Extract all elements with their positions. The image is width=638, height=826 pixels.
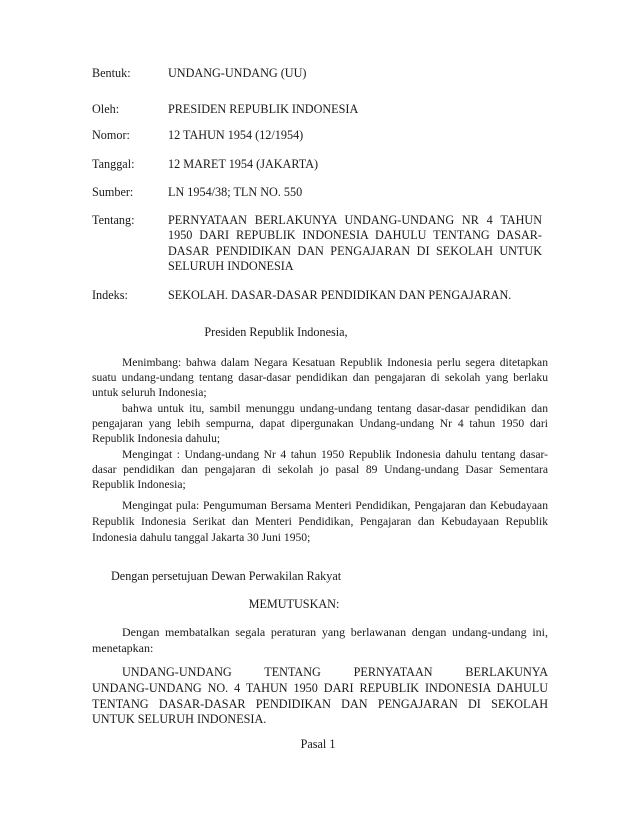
meta-label: Bentuk: xyxy=(92,66,131,80)
meta-value: 12 TAHUN 1954 (12/1954) xyxy=(168,128,304,142)
meta-label: Nomor: xyxy=(92,128,130,142)
meta-value: UNDANG-UNDANG (UU) xyxy=(168,66,307,80)
meta-value: PERNYATAAN BERLAKUNYA UNDANG-UNDANG NR 4 TAHUN 1950 DARI REPUBLIK INDONESIA DAHULU TENTANG DASAR-DASAR PENDIDIKAN DAN PENGAJARAN DI SEKOLAH UNTUK SELURUH INDONESIA xyxy=(168,213,542,273)
pasal-heading: Pasal 1 xyxy=(300,737,336,751)
paragraph-membatalkan: Dengan membatalkan segala peraturan yang berlawanan dengan undang-undang ini, menetapkan: xyxy=(92,625,548,655)
meta-value: 12 MARET 1954 (JAKARTA) xyxy=(168,157,319,171)
meta-label: Tentang: xyxy=(92,213,135,227)
paragraph-menimbang: Menimbang: bahwa dalam Negara Kesatuan Republik Indonesia perlu segera ditetapkan suatu undang-undang tentang dasar-dasar pendidikan dan pengajaran di sekolah yang berlaku untuk seluruh Indonesia; xyxy=(92,356,548,400)
meta-value: PRESIDEN REPUBLIK INDONESIA xyxy=(168,102,359,116)
meta-label: Tanggal: xyxy=(92,157,135,171)
meta-value: LN 1954/38; TLN NO. 550 xyxy=(168,185,303,199)
law-title-rest: UNDANG-UNDANG NO. 4 TAHUN 1950 DARI REPUBLIK INDONESIA DAHULU TENTANG DASAR-DASAR PENDIDIKAN DAN PENGAJARAN DI SEKOLAH UNTUK SELURUH INDONESIA. xyxy=(92,681,548,727)
persetujuan-line: Dengan persetujuan Dewan Perwakilan Rakyat xyxy=(111,569,342,583)
meta-value: SEKOLAH. DASAR-DASAR PENDIDIKAN DAN PENGAJARAN. xyxy=(168,288,512,302)
meta-label: Oleh: xyxy=(92,102,120,116)
paragraph-mengingat: Mengingat : Undang-undang Nr 4 tahun 1950 Republik Indonesia dahulu tentang dasar-dasar pendidikan dan pengajaran di sekolah jo pasal 89 Undang-undang Dasar Sementara Republik Indonesia; xyxy=(92,448,548,492)
paragraph-bahwa: bahwa untuk itu, sambil menunggu undang-undang tentang dasar-dasar pendidikan dan pengajaran yang lebih sempurna, dapat dipergunakan Undang-undang Nr 4 tahun 1950 dari Republik Indonesia dahulu; xyxy=(92,402,548,446)
paragraph-mengingat-pula: Mengingat pula: Pengumuman Bersama Menteri Pendidikan, Pengajaran dan Kebudayaan Republik Indonesia Serikat dan Menteri Pendidikan, Pengajaran dan Kebudayaan Republik Indonesia dahulu tanggal Jakarta 30 Juni 1950; xyxy=(92,499,548,544)
meta-label: Sumber: xyxy=(92,185,134,199)
memutuskan-heading: MEMUTUSKAN: xyxy=(248,597,340,611)
president-line: Presiden Republik Indonesia, xyxy=(204,325,348,339)
law-title-first-line: UNDANG-UNDANG TENTANG PERNYATAAN BERLAKUNYA xyxy=(122,665,548,679)
meta-label: Indeks: xyxy=(92,288,128,302)
